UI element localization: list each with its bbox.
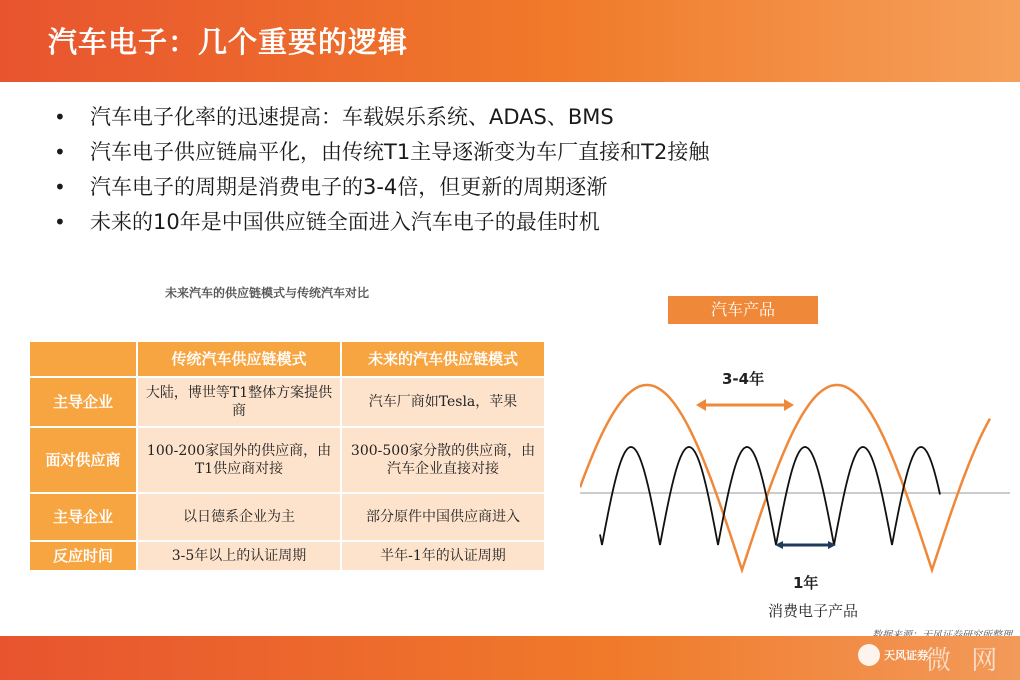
bullet-dot: • xyxy=(54,140,66,164)
cell-future: 半年-1年的认证周期 xyxy=(341,541,545,571)
table-header-traditional: 传统汽车供应链模式 xyxy=(137,341,341,377)
watermark: 微 网 xyxy=(925,646,1004,676)
table-header-row xyxy=(29,341,545,377)
logo-flower-icon xyxy=(858,644,880,666)
bullet-dot: • xyxy=(54,105,66,129)
table-header-future: 未来的汽车供应链模式 xyxy=(341,341,545,377)
auto-cycle-curve xyxy=(580,385,990,570)
consumer-cycle-curve xyxy=(600,447,940,545)
bullet-item xyxy=(52,170,709,205)
bullet-item xyxy=(52,135,709,170)
cell-traditional: 100-200家国外的供应商，由T1供应商对接 xyxy=(137,427,341,493)
bullet-dot: • xyxy=(54,175,66,199)
table-row xyxy=(29,493,545,541)
bullet-item xyxy=(52,205,709,240)
bullet-text: 汽车电子的周期是消费电子的3-4倍，但更新的周期逐渐 xyxy=(90,175,608,199)
row-label: 反应时间 xyxy=(29,541,137,571)
cycle-diagram xyxy=(580,330,1010,580)
auto-cycle-arrow xyxy=(696,399,794,411)
table-title: 未来汽车的供应链模式与传统汽车对比 xyxy=(165,286,370,300)
cell-future: 部分原件中国供应商进入 xyxy=(341,493,545,541)
row-label: 主导企业 xyxy=(29,493,137,541)
title-bar xyxy=(0,0,1020,82)
cell-traditional: 大陆，博世等T1整体方案提供商 xyxy=(137,377,341,427)
bullet-text: 汽车电子供应链扁平化，由传统T1主导逐渐变为车厂直接和T2接触 xyxy=(90,140,710,164)
logo-text: 天风证券 xyxy=(884,649,928,662)
row-label: 面对供应商 xyxy=(29,427,137,493)
bullet-text: 未来的10年是中国供应链全面进入汽车电子的最佳时机 xyxy=(90,210,600,234)
consumer-cycle-label: 1年 xyxy=(793,574,819,592)
cell-future: 汽车厂商如Tesla，苹果 xyxy=(341,377,545,427)
row-label: 主导企业 xyxy=(29,377,137,427)
cell-traditional: 以日德系企业为主 xyxy=(137,493,341,541)
table-row xyxy=(29,427,545,493)
table-row xyxy=(29,377,545,427)
bullet-dot: • xyxy=(54,210,66,234)
bullet-item xyxy=(52,100,709,135)
table-row xyxy=(29,541,545,571)
bullet-text: 汽车电子化率的迅速提高：车载娱乐系统、ADAS、BMS xyxy=(90,105,614,129)
company-logo xyxy=(858,644,928,666)
auto-product-label: 汽车产品 xyxy=(668,296,818,324)
consumer-cycle-arrow xyxy=(775,541,836,549)
bullet-list xyxy=(52,100,709,240)
cell-future: 300-500家分散的供应商，由汽车企业直接对接 xyxy=(341,427,545,493)
slide-title: 汽车电子：几个重要的逻辑 xyxy=(48,25,409,59)
auto-cycle-label: 3-4年 xyxy=(722,370,765,388)
cell-traditional: 3-5年以上的认证周期 xyxy=(137,541,341,571)
table-header-corner xyxy=(29,341,137,377)
consumer-product-label: 消费电子产品 xyxy=(768,602,859,620)
comparison-table xyxy=(28,340,546,572)
